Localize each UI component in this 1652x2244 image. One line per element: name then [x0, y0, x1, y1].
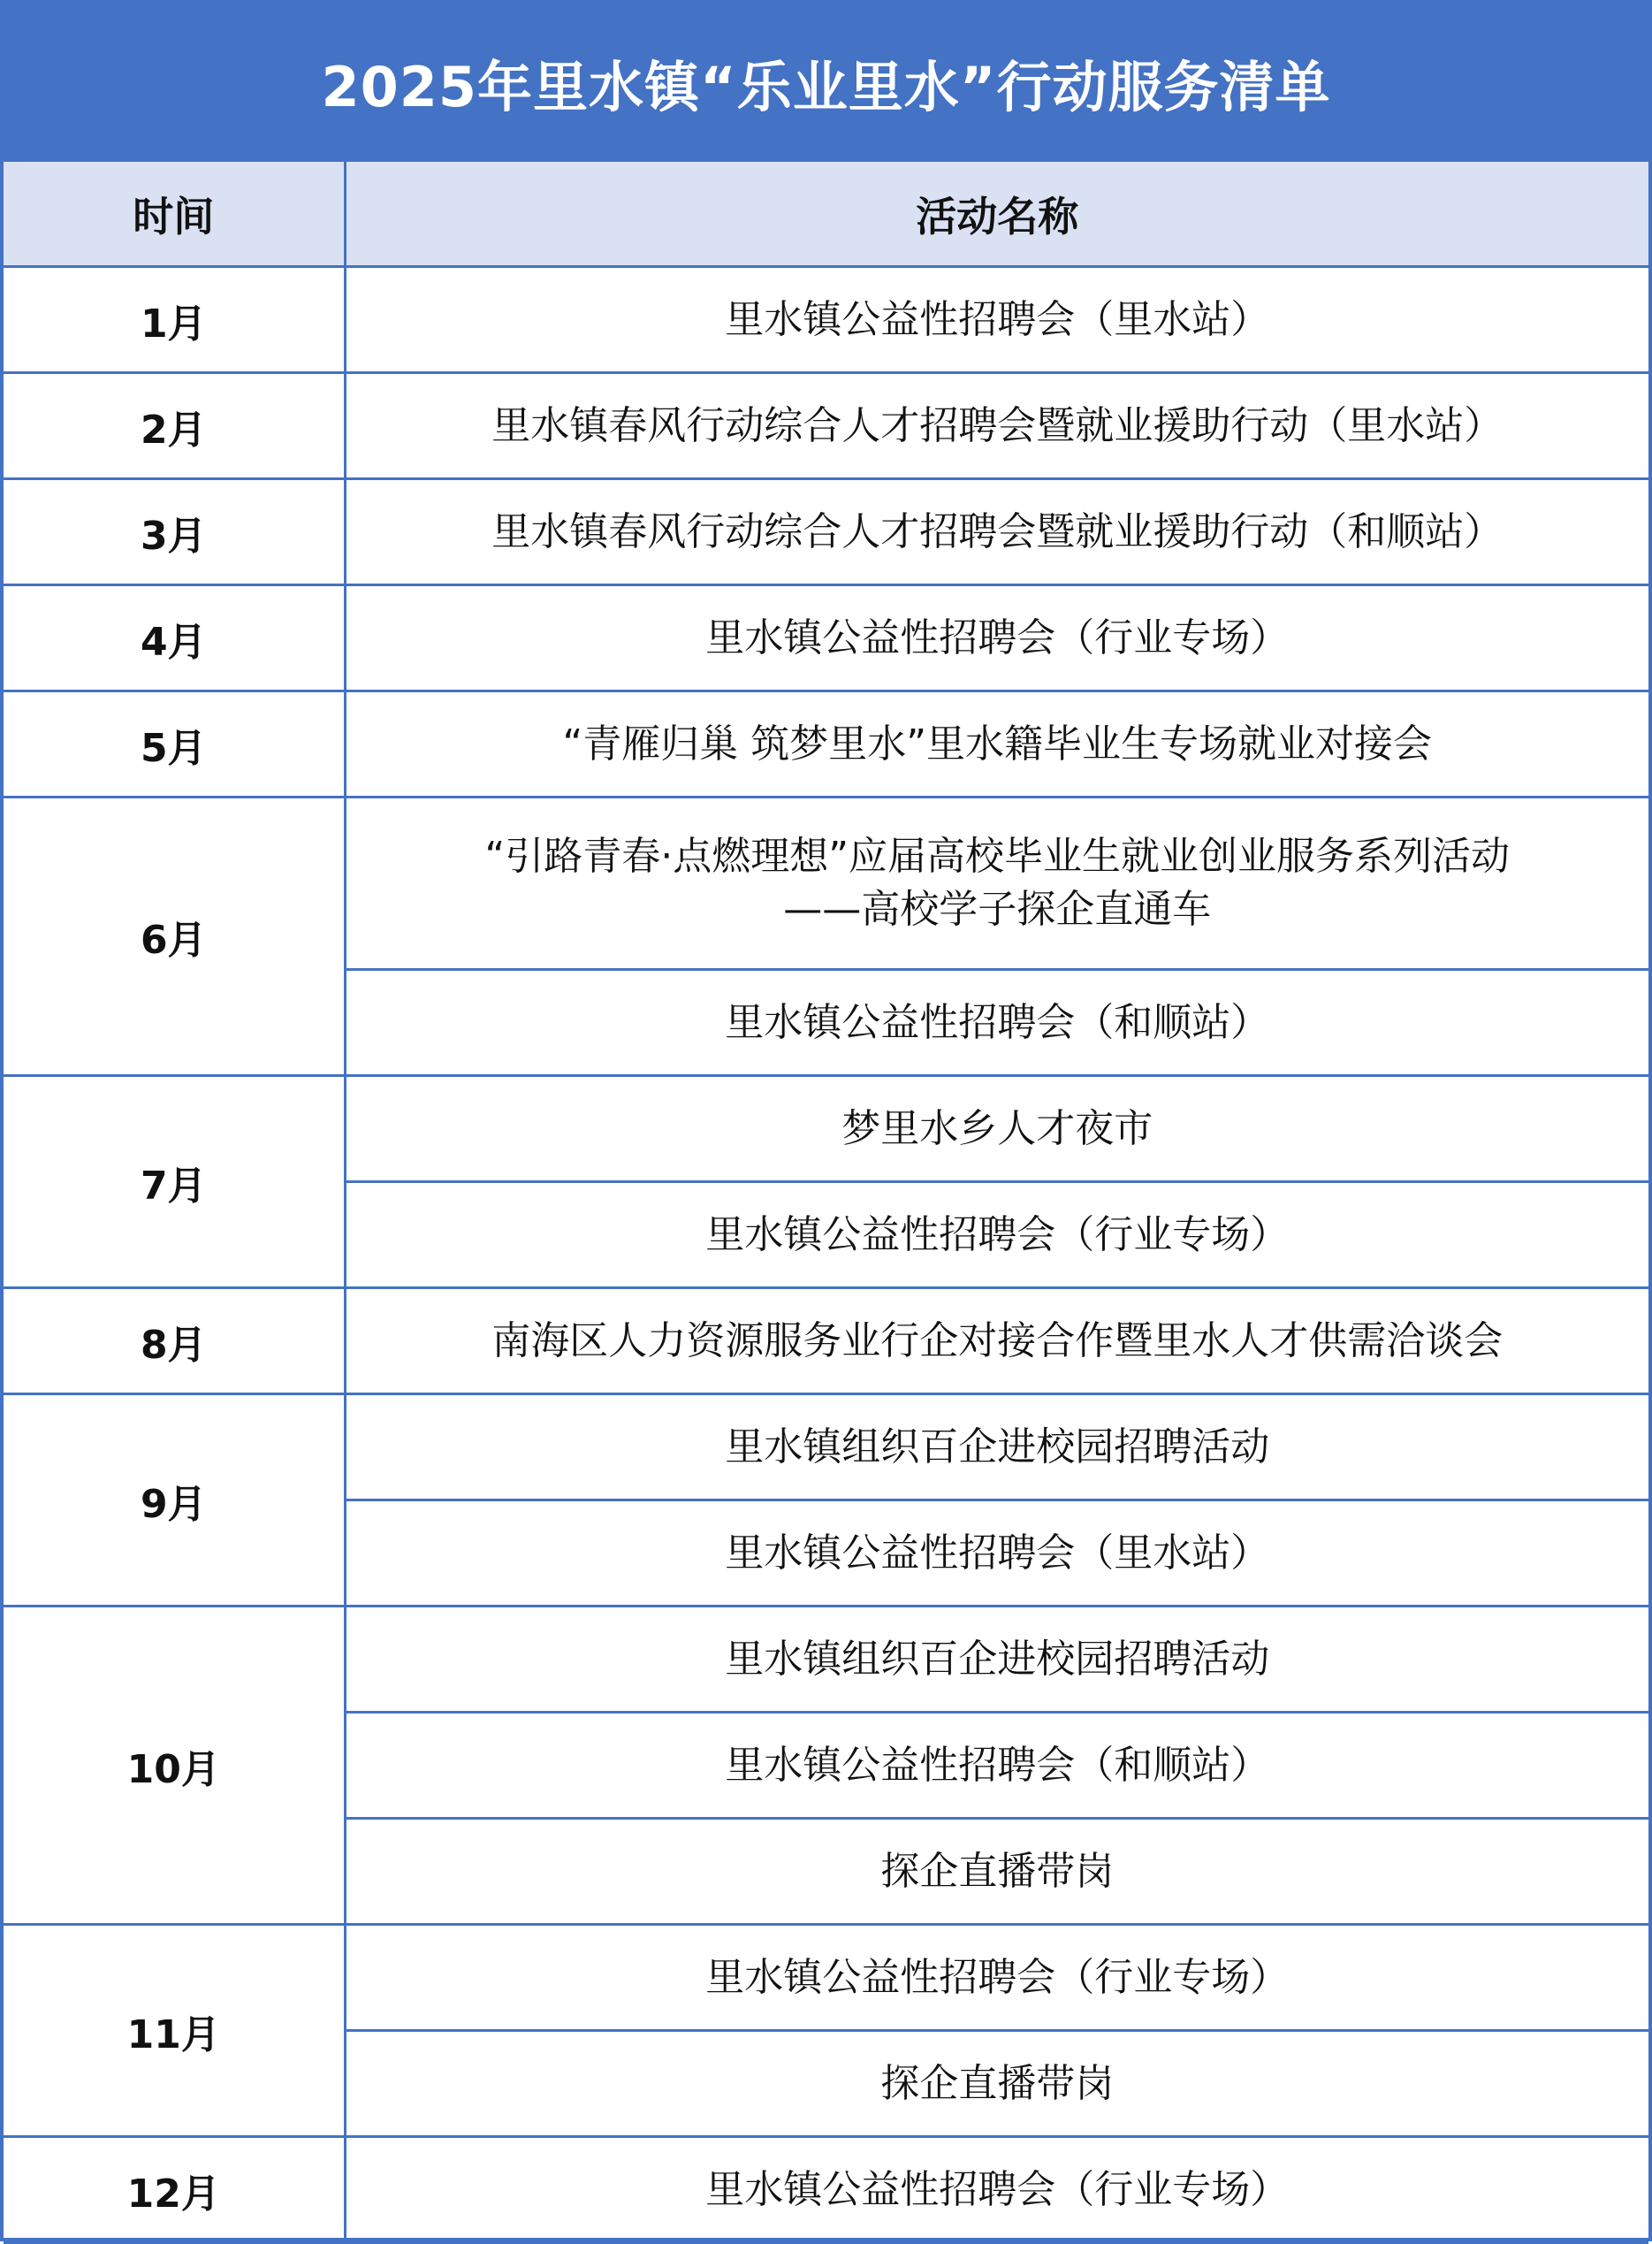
- activity-name: “引路青春·点燃理想”应届高校毕业生就业创业服务系列活动 ——高校学子探企直通车: [484, 834, 1511, 932]
- activity-cell: [345, 970, 1648, 1076]
- table-row: [4, 1925, 1648, 2031]
- activity-cell: [345, 1713, 1648, 1819]
- activity-cell: [345, 1394, 1648, 1500]
- schedule-body: [4, 267, 1648, 2243]
- month-cell: 6月: [4, 798, 345, 1076]
- table-row: [4, 1394, 1648, 1500]
- month-cell: 9月: [4, 1394, 345, 1607]
- activity-cell: [345, 1819, 1648, 1925]
- table-row: [4, 1607, 1648, 1713]
- activity-name: 梦里水乡人才夜市: [841, 1105, 1153, 1151]
- table-row: [4, 267, 1648, 373]
- activity-cell: [345, 1182, 1648, 1288]
- activity-name: 里水镇公益性招聘会（里水站）: [725, 296, 1270, 342]
- activity-name: 探企直播带岗: [880, 2060, 1115, 2106]
- table-row: [4, 479, 1648, 585]
- activity-name: 里水镇公益性招聘会（和顺站）: [725, 999, 1270, 1045]
- activity-cell: [345, 798, 1648, 970]
- activity-name: 里水镇春风行动综合人才招聘会暨就业援助行动（里水站）: [491, 402, 1504, 448]
- month-cell: 8月: [4, 1288, 345, 1394]
- activity-cell: [345, 1607, 1648, 1713]
- activity-cell: [345, 2031, 1648, 2137]
- schedule-table: [4, 162, 1648, 2244]
- activity-cell: [345, 691, 1648, 798]
- table-row: [4, 1288, 1648, 1394]
- month-cell: 10月: [4, 1607, 345, 1925]
- table-row: [4, 1076, 1648, 1182]
- month-cell: 1月: [4, 267, 345, 373]
- table-row: [4, 373, 1648, 479]
- month-cell: 7月: [4, 1076, 345, 1288]
- activity-name: 南海区人力资源服务业行企对接合作暨里水人才供需洽谈会: [491, 1317, 1504, 1363]
- activity-name: 里水镇公益性招聘会（行业专场）: [705, 2166, 1290, 2212]
- activity-name: 探企直播带岗: [880, 1848, 1115, 1894]
- activity-cell: [345, 1925, 1648, 2031]
- month-cell: 3月: [4, 479, 345, 585]
- activity-name: 里水镇公益性招聘会（行业专场）: [705, 614, 1290, 660]
- activity-name: 里水镇公益性招聘会（和顺站）: [725, 1742, 1270, 1788]
- table-row: [4, 2137, 1648, 2243]
- column-header-time: 时间: [4, 162, 345, 267]
- table-row: [4, 691, 1648, 798]
- activity-cell: [345, 585, 1648, 691]
- activity-name: 里水镇公益性招聘会（行业专场）: [705, 1211, 1290, 1257]
- activity-name: 里水镇公益性招聘会（行业专场）: [705, 1954, 1290, 2000]
- activity-name: 里水镇组织百企进校园招聘活动: [725, 1423, 1270, 1469]
- activity-name: 里水镇组织百企进校园招聘活动: [725, 1636, 1270, 1682]
- table-row: [4, 798, 1648, 970]
- activity-name: 里水镇春风行动综合人才招聘会暨就业援助行动（和顺站）: [491, 508, 1504, 554]
- activity-cell: [345, 2137, 1648, 2243]
- page-title: 2025年里水镇“乐业里水”行动服务清单: [4, 4, 1648, 162]
- activity-cell: [345, 267, 1648, 373]
- month-cell: 2月: [4, 373, 345, 479]
- table-header-row: [4, 162, 1648, 267]
- month-cell: 11月: [4, 1925, 345, 2137]
- month-cell: 4月: [4, 585, 345, 691]
- activity-name: “青雁归巢 筑梦里水”里水籍毕业生专场就业对接会: [562, 721, 1433, 767]
- activity-cell: [345, 1500, 1648, 1607]
- activity-name: 里水镇公益性招聘会（里水站）: [725, 1530, 1270, 1576]
- activity-cell: [345, 479, 1648, 585]
- activity-cell: [345, 373, 1648, 479]
- table-row: [4, 585, 1648, 691]
- month-cell: 12月: [4, 2137, 345, 2243]
- activity-cell: [345, 1076, 1648, 1182]
- month-cell: 5月: [4, 691, 345, 798]
- column-header-activity: 活动名称: [345, 162, 1648, 267]
- activity-cell: [345, 1288, 1648, 1394]
